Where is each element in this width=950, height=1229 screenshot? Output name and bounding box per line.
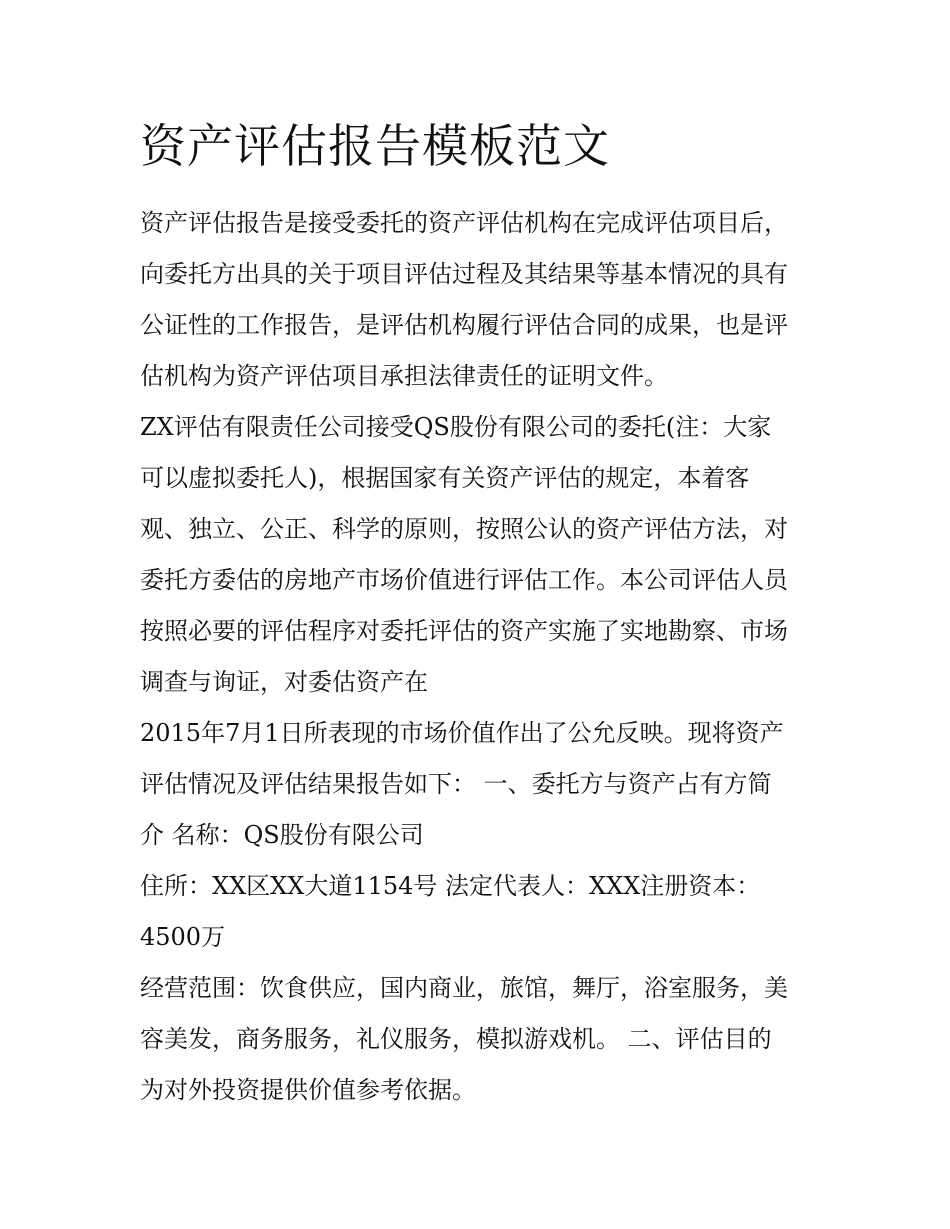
text-line: 经营范围：饮食供应，国内商业，旅馆，舞厅，浴室服务，美 (140, 974, 788, 1002)
text-line: 容美发，商务服务，礼仪服务，模拟游戏机。 二、评估目的 (140, 1025, 772, 1053)
text-line: 调查与询证，对委估资产在 (140, 668, 428, 696)
text-line: 可以虚拟委托人)，根据国家有关资产评估的规定，本着客 (140, 464, 750, 492)
text-line: 介 名称：QS股份有限公司 (140, 821, 424, 849)
text-line: 2015年7月1日所表现的市场价值作出了公允反映。现将资产 (140, 719, 784, 747)
text-line: 观、独立、公正、科学的原则，按照公认的资产评估方法，对 (140, 515, 788, 543)
text-line: 资产评估报告是接受委托的资产评估机构在完成评估项目后， (140, 209, 788, 237)
text-line: 估机构为资产评估项目承担法律责任的证明文件。 (140, 362, 668, 390)
document-title: 资产评估报告模板范文 (140, 119, 610, 173)
text-line: 为对外投资提供价值参考依据。 (140, 1076, 476, 1104)
text-line: 4500万 (140, 923, 226, 951)
text-line: 委托方委估的房地产市场价值进行评估工作。本公司评估人员 (140, 566, 788, 594)
text-line: 评估情况及评估结果报告如下： 一、委托方与资产占有方简 (140, 770, 772, 798)
text-line: ZX评估有限责任公司接受QS股份有限公司的委托(注：大家 (140, 413, 772, 441)
text-line: 公证性的工作报告，是评估机构履行评估合同的成果，也是评 (140, 311, 788, 339)
text-line: 向委托方出具的关于项目评估过程及其结果等基本情况的具有 (140, 260, 788, 288)
text-line: 按照必要的评估程序对委托评估的资产实施了实地勘察、市场 (140, 617, 788, 645)
text-line: 住所：XX区XX大道1154号 法定代表人：XXX注册资本： (140, 872, 761, 900)
